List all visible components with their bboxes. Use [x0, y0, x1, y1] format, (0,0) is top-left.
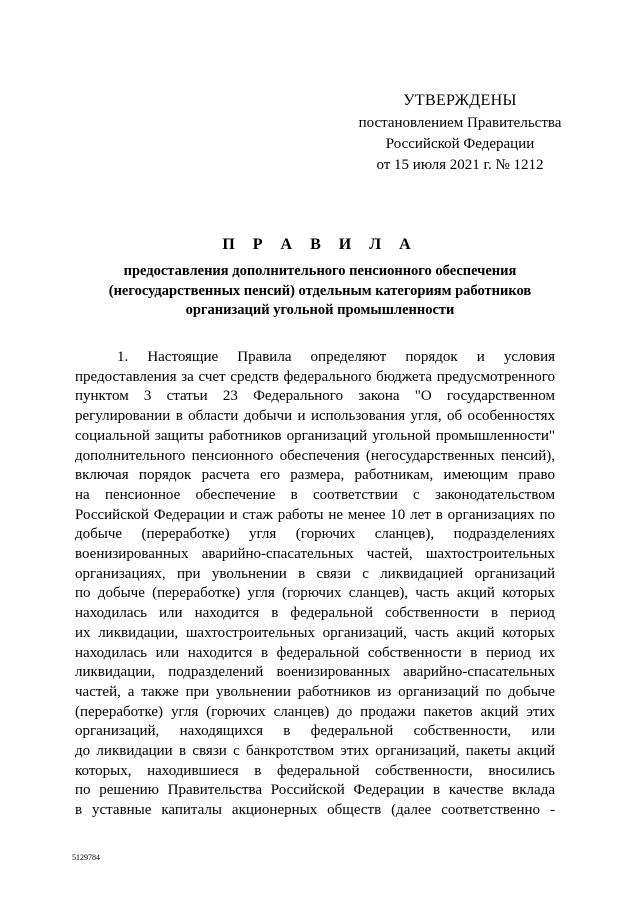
approval-line-3: от 15 июля 2021 г. № 1212	[376, 157, 544, 173]
body-line: социальной защиты работников организаций угольной промышленности"	[75, 427, 555, 444]
approval-line-1: постановлением Правительства	[358, 115, 562, 131]
body-line: организациях, при увольнении в связи с ликвидацией организаций	[75, 565, 555, 582]
body-line: (переработке) угля (горючих сланцев) до продажи пакетов акций этих	[75, 703, 555, 720]
body-line: добыче (переработке) угля (горючих сланцев), подразделениях	[75, 526, 555, 543]
body-line: 1. Настоящие Правила определяют порядок и условия	[117, 349, 555, 365]
document-number: 5129784	[72, 853, 100, 862]
subtitle-line: организаций угольной промышленности	[185, 302, 455, 318]
body-line: Российской Федерации и стаж работы не менее 10 лет в организациях по	[75, 506, 555, 523]
body-line: регулировании в области добычи и использования угля, об особенностях	[75, 408, 555, 425]
body-line: которых, находившиеся в федеральной собственности, вносились	[75, 762, 555, 779]
body-line: пунктом 3 статьи 23 Федерального закона "О государственном	[75, 388, 555, 405]
subtitle-line: предоставления дополнительного пенсионного обеспечения	[123, 263, 517, 279]
body-line: их ликвидации, шахтостроительных организаций, часть акций которых	[75, 624, 555, 641]
body-line: до ликвидации в связи с банкротством этих организаций, пакеты акций	[75, 743, 555, 760]
rules-subtitle	[90, 262, 550, 321]
body-line: ликвидации, подразделений военизированных аварийно-спасательных	[75, 664, 555, 681]
body-line: военизированных аварийно-спасательных частей, шахтостроительных	[75, 546, 555, 563]
body-line: находилась или находится в федеральной собственности в период их	[75, 644, 555, 661]
body-line: организаций, находящихся в федеральной собственности, или	[75, 723, 555, 740]
body-line: находилась или находится в федеральной собственности в период	[75, 605, 555, 622]
approval-block	[330, 90, 590, 176]
body-line: частей, а также при увольнении работников из организаций по добыче	[75, 683, 555, 700]
rules-title: П Р А В И Л А	[222, 236, 418, 253]
body-line: дополнительного пенсионного обеспечения (негосударственных пенсий),	[75, 447, 555, 464]
body-line: предоставления за счет средств федерального бюджета предусмотренного	[75, 368, 555, 385]
body-line: включая порядок расчета его размера, работникам, имеющим право	[75, 467, 555, 484]
body-paragraph	[75, 348, 555, 821]
subtitle-line: (негосударственных пенсий) отдельным категориям работников	[108, 282, 532, 299]
body-line: в уставные капиталы акционерных обществ (далее соответственно -	[75, 802, 555, 819]
body-line: по добыче (переработке) угля (горючих сланцев), часть акций которых	[75, 585, 555, 602]
approved-title: УТВЕРЖДЕНЫ	[403, 92, 517, 109]
body-line: по решению Правительства Российской Федерации в качестве вклада	[75, 782, 555, 799]
body-line: на пенсионное обеспечение в соответствии с законодательством	[75, 486, 555, 503]
approval-line-2: Российской Федерации	[385, 136, 535, 152]
